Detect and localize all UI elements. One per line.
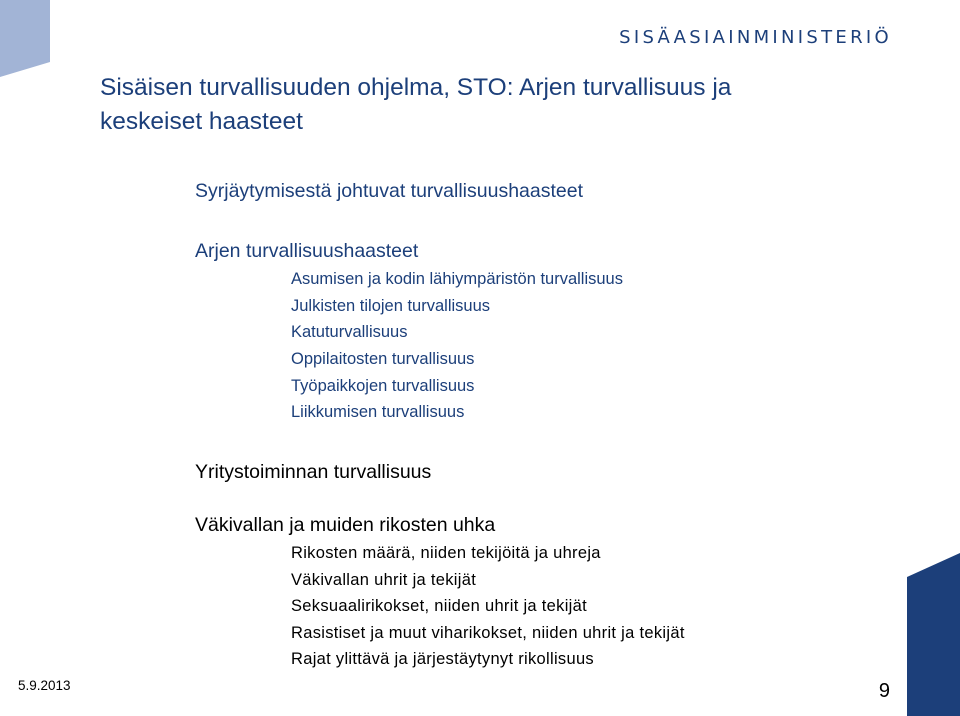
list-item-katuturvallisuus: Katuturvallisuus xyxy=(291,323,408,341)
list-item-oppilaitokset: Oppilaitosten turvallisuus xyxy=(291,350,475,368)
ministry-logo: SISÄASIAINMINISTERIÖ xyxy=(619,27,892,48)
section-heading-arjen-turvallisuushaasteet: Arjen turvallisuushaasteet xyxy=(195,240,419,262)
list-item-liikkuminen: Liikkumisen turvallisuus xyxy=(291,403,465,421)
section-heading-vakivallan-uhka: Väkivallan ja muiden rikosten uhka xyxy=(195,514,496,536)
list-item-rikosten-maara: Rikosten määrä, niiden tekijöitä ja uhreja xyxy=(291,544,601,562)
list-item-seksuaalirikokset: Seksuaalirikokset, niiden uhrit ja tekijät xyxy=(291,597,587,615)
list-item-jarjestaytynyt-rikollisuus: Rajat ylittävä ja järjestäytynyt rikollisuus xyxy=(291,650,594,668)
list-item-julkiset-tilat: Julkisten tilojen turvallisuus xyxy=(291,297,491,315)
slide-title-line-1: Sisäisen turvallisuuden ohjelma, STO: Arjen turvallisuus ja xyxy=(100,74,732,101)
footer-date: 5.9.2013 xyxy=(18,678,71,693)
section-heading-syrjaytyminen: Syrjäytymisestä johtuvat turvallisuushaasteet xyxy=(195,180,584,202)
section-heading-yritystoiminta: Yritystoiminnan turvallisuus xyxy=(195,461,432,483)
list-item-tyopaikat: Työpaikkojen turvallisuus xyxy=(291,377,475,395)
slide-title-line-2: keskeiset haasteet xyxy=(100,108,303,135)
list-item-asuminen: Asumisen ja kodin lähiympäristön turvallisuus xyxy=(291,270,623,288)
page-number: 9 xyxy=(878,680,890,702)
list-item-viharikokset: Rasistiset ja muut viharikokset, niiden uhrit ja tekijät xyxy=(291,624,685,642)
list-item-vakivallan-uhrit: Väkivallan uhrit ja tekijät xyxy=(291,571,477,589)
